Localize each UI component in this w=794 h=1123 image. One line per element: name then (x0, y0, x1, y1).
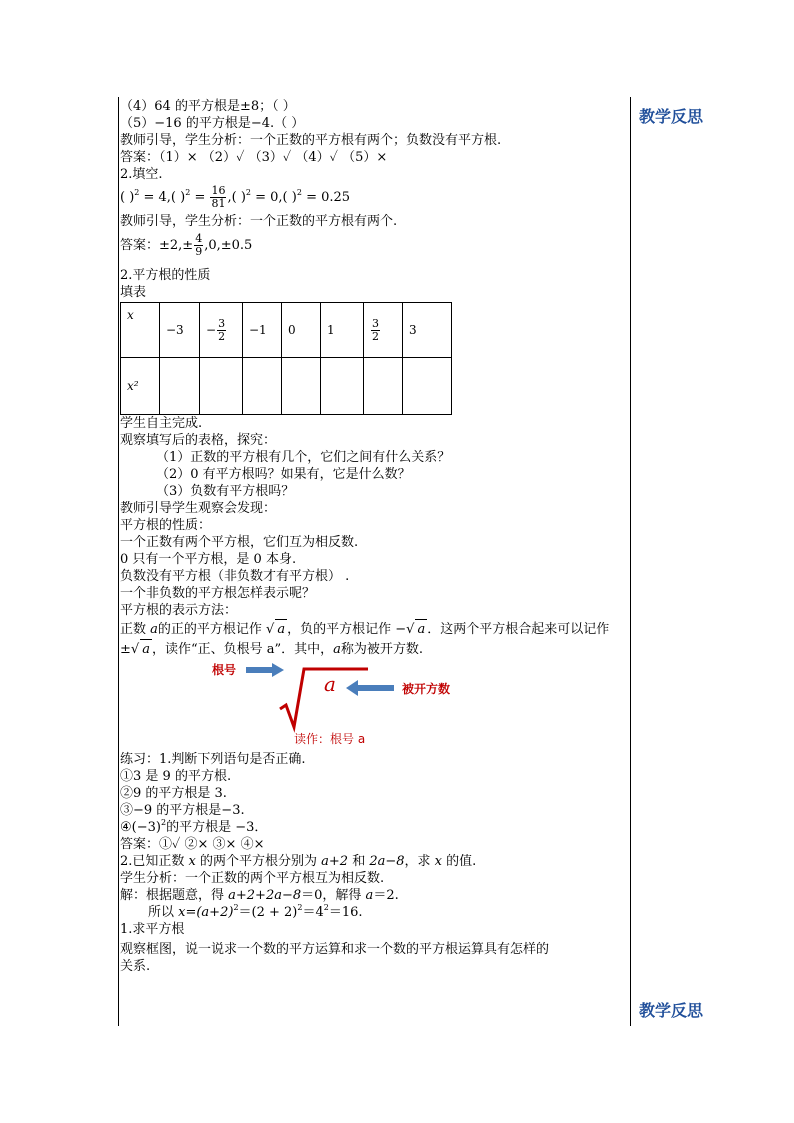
answer-line: 答案：±2,± $\frac{4}{9}$ ,0,±0.5 (120, 232, 253, 258)
table-cell (243, 358, 282, 415)
text-line: 学生自主完成. (120, 416, 203, 431)
fraction: $\frac{4}{9}$ (195, 232, 203, 258)
fraction: $\frac{16}{81}$ (211, 184, 226, 210)
radicand-label: 被开方数 (402, 682, 451, 696)
question-line: （3）负数有平方根吗？ (156, 484, 295, 499)
section-title: 1.求平方根 (120, 922, 185, 937)
table-cell: x (121, 303, 160, 358)
table-cell (364, 303, 403, 358)
text-line: 一个正数有两个平方根，它们互为相反数. (120, 535, 359, 550)
text-line: 平方根的表示方法： (120, 603, 238, 618)
section-title: 2.平方根的性质 (120, 268, 211, 283)
exercise-item: ②9 的平方根是 3. (120, 786, 227, 801)
exercise-item: ③−9 的平方根是−3. (120, 803, 245, 818)
table-cell: 1 (321, 303, 364, 358)
exercise-item: ①3 是 9 的平方根. (120, 769, 232, 784)
text-line: 教师引导，学生分析：一个正数的平方根有两个；负数没有平方根. (120, 133, 502, 148)
radical-diagram-graphic (120, 659, 625, 751)
fraction: $\frac{3}{2}$ (372, 316, 379, 343)
text-line: 0 只有一个平方根，是 0 本身. (120, 552, 297, 567)
reflection-heading-bottom: 教学反思 (639, 1001, 704, 1020)
arrow-root (246, 663, 284, 677)
right-border (630, 97, 631, 1026)
answer-line: 答案：①✓ ②× ③× ④× (120, 837, 265, 852)
table-cell (200, 358, 243, 415)
table-cell (160, 358, 200, 415)
read-label: 读作：根号 a (294, 732, 366, 746)
table-cell: −1 (243, 303, 282, 358)
answer-line: 答案：（1）× （2）✓ （3）✓ （4）✓ （5）× (120, 150, 388, 165)
exercise-item: 2.已知正数 x 的两个平方根分别为 a+2 和 2a−8，求 x 的值. (120, 854, 477, 869)
section-title: 2.填空. (120, 167, 163, 182)
table-cell (403, 358, 452, 415)
table-row (121, 358, 452, 415)
text-line: 关系. (120, 959, 151, 974)
table-cell: − $\frac{3}{2}$ (200, 303, 243, 358)
question-line: （2）0 有平方根吗？如果有，它是什么数？ (156, 467, 411, 482)
fill-table (120, 302, 452, 415)
text-line: 教师引导，学生分析：一个正数的平方根有两个. (120, 214, 398, 229)
table-cell: −3 (160, 303, 200, 358)
solution-line: 所以 $x=(a+2)^2=(2 + 2)^2=4^2=16$. (148, 903, 363, 920)
text-line: 负数没有平方根（非负数才有平方根） . (120, 569, 350, 584)
left-border (118, 97, 119, 1026)
notation-line: ±√ a ，读作“正、负根号 a”．其中，a称为被开方数. (120, 639, 625, 659)
table-cell: 0 (282, 303, 321, 358)
table-cell (364, 358, 403, 415)
exercise-title: 练习：1.判断下列语句是否正确. (120, 752, 306, 767)
fraction: $\frac{3}{2}$ (218, 316, 226, 343)
table-cell: x² (121, 358, 160, 415)
text-line: 填表 (120, 285, 147, 300)
table-cell (321, 358, 364, 415)
notation-line: 正数 a的正的平方根记作 √ a ，负的平方根记作 −√ a ．这两个平方根合起来可以记作 (120, 619, 625, 639)
table-cell (282, 358, 321, 415)
text-line: 学生分析：一个正数的两个平方根互为相反数. (120, 871, 385, 886)
text-line: 观察框图，说一说求一个数的平方运算和求一个数的平方根运算具有怎样的 (120, 942, 550, 957)
table-row (121, 303, 452, 358)
document-body (120, 98, 625, 975)
text-line: 平方根的性质： (120, 518, 212, 533)
root-label: 根号 (212, 663, 237, 677)
question-line: （1）正数的平方根有几个，它们之间有什么关系？ (156, 450, 451, 465)
solution-line: 解：根据题意，得 a+2+2a−8＝0，解得 a＝2. (120, 888, 399, 903)
text-line: （5）−16 的平方根是−4.（ ） (120, 116, 305, 131)
text-line: 教师引导学生观察会发现： (120, 501, 277, 516)
exercise-item: $④(-3)^2$的平方根是 −3． (120, 818, 268, 835)
text-line: 观察填写后的表格，探究： (120, 433, 277, 448)
table-cell: 3 (403, 303, 452, 358)
text-line: 一个非负数的平方根怎样表示呢？ (120, 586, 316, 601)
reflection-heading-top: 教学反思 (639, 107, 704, 126)
fill-blank-equation: ( )$^2$ = 4,( )$^2$ = $\frac{16}{81}$ ,( )$^2$ = 0,( )$^2$ = 0.25 (120, 184, 351, 210)
radical-diagram (120, 659, 625, 751)
arrow-radicand (346, 680, 394, 696)
text-line: （4）64 的平方根是±8；（ ） (120, 99, 296, 114)
radicand-symbol: a (324, 672, 336, 696)
